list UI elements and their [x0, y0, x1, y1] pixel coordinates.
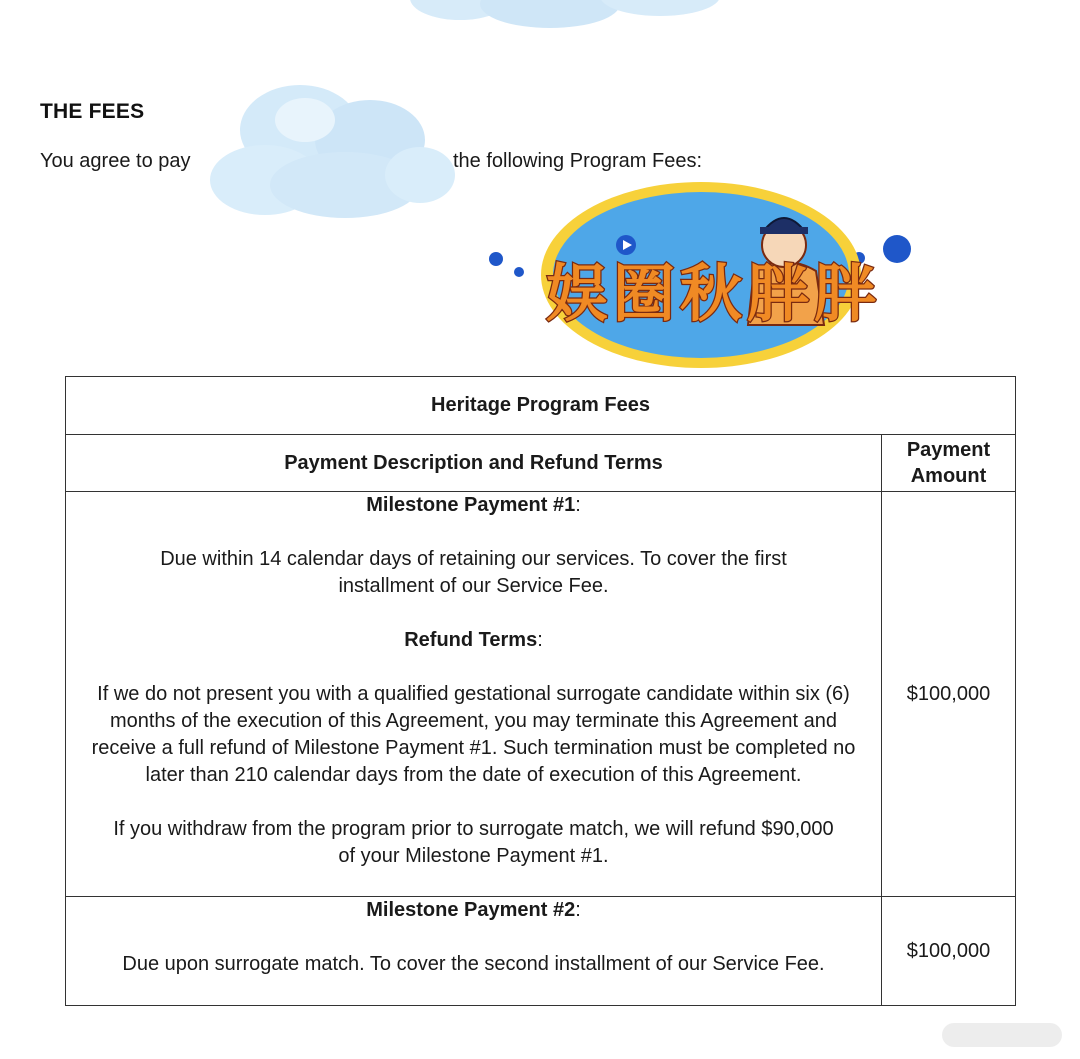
logo-text-group — [546, 257, 876, 330]
cloud-decoration-top — [400, 0, 760, 40]
logo-text: 娱圈秋胖胖 — [546, 257, 876, 330]
watermark-badge — [942, 1023, 1062, 1047]
table-row — [66, 897, 1016, 1006]
section-heading: THE FEES — [40, 100, 145, 123]
cloud-decoration-middle — [205, 75, 465, 225]
table-row — [66, 492, 1016, 897]
refund-term-2: If you withdraw from the program prior to surrogate match, we will refund $90,000 of your Milestone Payment #1. — [113, 818, 834, 867]
sticker-logo — [486, 175, 916, 380]
logo-dot-left-large — [489, 252, 503, 266]
row-description: Milestone Payment #2: Due upon surrogate match. To cover the second installment of our Service Fee. — [66, 897, 882, 1006]
column-header-description: Payment Description and Refund Terms — [66, 435, 882, 492]
milestone-title: Milestone Payment #1 — [366, 494, 576, 516]
fees-table — [65, 376, 1016, 1006]
logo-dot-left-small — [514, 267, 524, 277]
row-amount: $100,000 — [882, 897, 1016, 1006]
due-text: Due within 14 calendar days of retaining our services. To cover the first installment of our Service Fee. — [160, 548, 787, 597]
row-description: Milestone Payment #1: Due within 14 calendar days of retaining our services. To cover the first installment of our Service Fee. Refund Terms: If we do not present you with a qualified gestational surrogate candidate within six (6) months of the execution of this Agreement, you may terminate this Agreement and receive a full refund of Milestone Payment #1. Such termination must be completed no later than 210 calendar days from the date of execution of this Agreement. If you withdraw from the program prior to surrogate match, we will refund $90,000 of your Milestone Payment #1. — [66, 492, 882, 897]
row-amount: $100,000 — [882, 492, 1016, 897]
intro-text-end: the following Program Fees: — [453, 150, 703, 172]
table-title: Heritage Program Fees — [66, 377, 1016, 435]
due-text: Due upon surrogate match. To cover the second installment of our Service Fee. — [122, 953, 825, 975]
refund-terms-label: Refund Terms — [404, 629, 538, 651]
milestone-title: Milestone Payment #2 — [366, 899, 576, 921]
intro-text-start: You agree to pay — [40, 150, 191, 172]
refund-term-1: If we do not present you with a qualified gestational surrogate candidate within six (6) months of the execution of this Agreement, you may terminate this Agreement and receive a full refund of Milestone Payment #1. Such termination must be completed no later than 210 calendar days from the date of execution of this Agreement. — [91, 683, 856, 786]
column-header-amount — [882, 435, 1016, 492]
logo-dot-right-large — [883, 235, 911, 263]
column-header-amount-label: Payment Amount — [906, 439, 991, 487]
